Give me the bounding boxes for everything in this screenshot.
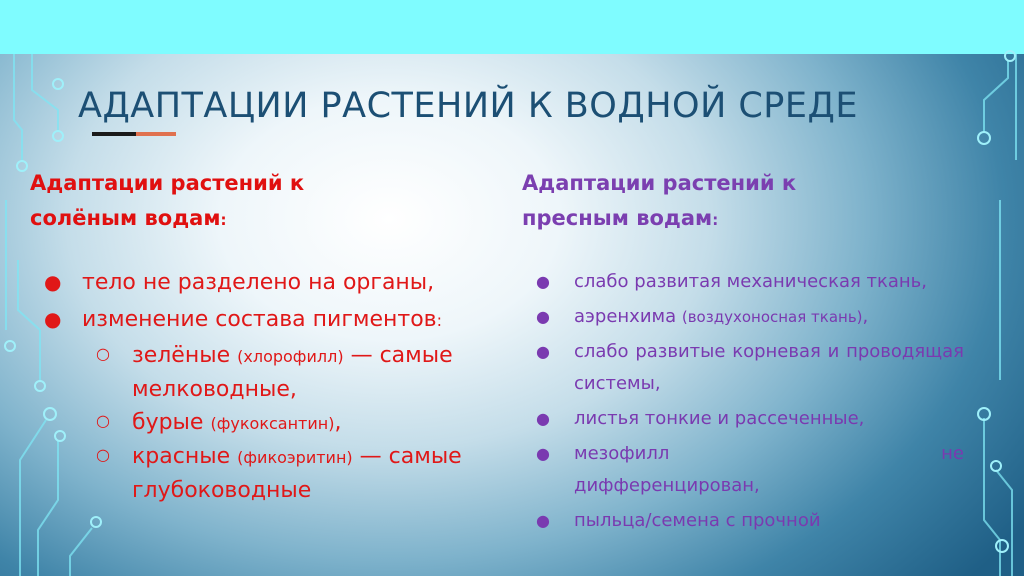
bullet-icon: ● bbox=[536, 307, 550, 326]
pigment-name: (фукоксантин) bbox=[210, 414, 335, 433]
hollow-bullet-icon: ○ bbox=[96, 411, 110, 430]
bullet-icon: ● bbox=[536, 272, 550, 291]
pigment-group-name: бурые bbox=[132, 410, 204, 435]
slide-title: АДАПТАЦИИ РАСТЕНИЙ К ВОДНОЙ СРЕДЕ bbox=[78, 86, 858, 126]
pigment-note: — самые глубоководные bbox=[132, 444, 462, 503]
list-item-text: слабо развитые корневая и проводящая системы, bbox=[574, 341, 964, 394]
list-item-text: изменение состава пигментов bbox=[82, 307, 437, 332]
list-item bbox=[522, 336, 964, 400]
salt-water-list bbox=[30, 264, 478, 339]
fresh-water-list bbox=[522, 266, 964, 537]
fresh-water-heading bbox=[522, 166, 964, 238]
salt-water-heading-colon: : bbox=[220, 211, 227, 229]
list-item bbox=[522, 266, 964, 298]
list-item bbox=[522, 301, 964, 333]
list-item bbox=[522, 403, 964, 435]
salt-water-heading bbox=[30, 166, 478, 238]
list-item-continuation: дифференцирован, bbox=[574, 475, 760, 496]
list-item bbox=[522, 438, 964, 502]
title-underline-orange bbox=[136, 132, 176, 136]
bullet-icon: ● bbox=[536, 444, 550, 463]
list-item-note: (воздухоносная ткань) bbox=[681, 308, 863, 326]
salt-water-column bbox=[30, 166, 478, 507]
pigment-group-name: красные bbox=[132, 444, 231, 469]
pigment-note: — самые мелководные, bbox=[132, 343, 453, 402]
fresh-water-heading-line2: пресным водам bbox=[522, 206, 713, 230]
salt-water-heading-line1: Адаптации растений к bbox=[30, 171, 305, 195]
hollow-bullet-icon: ○ bbox=[96, 344, 110, 363]
list-item-suffix: : bbox=[436, 311, 443, 330]
pigment-sublist bbox=[82, 339, 478, 507]
list-item-text: листья тонкие и рассеченные, bbox=[574, 408, 865, 429]
list-item-text: мезофилл bbox=[574, 443, 670, 464]
title-underline-dark bbox=[92, 132, 136, 136]
bullet-icon: ● bbox=[44, 270, 62, 294]
list-item-text: слабо развитая механическая ткань, bbox=[574, 271, 928, 292]
list-item bbox=[30, 301, 478, 339]
list-item-text: аэренхима bbox=[574, 306, 682, 327]
sublist-item bbox=[82, 440, 478, 507]
sublist-item bbox=[82, 406, 478, 440]
list-item-text: пыльца/семена с прочной bbox=[574, 510, 821, 531]
sublist-item bbox=[82, 339, 478, 406]
pigment-group-name: зелёные bbox=[132, 343, 231, 368]
list-item-text-end: не bbox=[941, 443, 964, 464]
fresh-water-heading-colon: : bbox=[712, 211, 719, 229]
pigment-name: (фикоэритин) bbox=[237, 448, 353, 467]
bullet-icon: ● bbox=[44, 307, 62, 331]
list-item-justified-line bbox=[574, 438, 964, 470]
bullet-icon: ● bbox=[536, 409, 550, 428]
bullet-icon: ● bbox=[536, 342, 550, 361]
list-item-end: , bbox=[862, 306, 869, 327]
list-item bbox=[522, 505, 964, 537]
salt-water-heading-line2: солёным водам bbox=[30, 206, 221, 230]
hollow-bullet-icon: ○ bbox=[96, 445, 110, 464]
pigment-name: (хлорофилл) bbox=[237, 347, 344, 366]
list-item bbox=[30, 264, 478, 301]
fresh-water-column bbox=[522, 166, 964, 540]
list-item-text: тело не разделено на органы, bbox=[82, 270, 435, 295]
pigment-note: , bbox=[334, 410, 342, 435]
fresh-water-heading-line1: Адаптации растений к bbox=[522, 171, 797, 195]
bullet-icon: ● bbox=[536, 511, 550, 530]
